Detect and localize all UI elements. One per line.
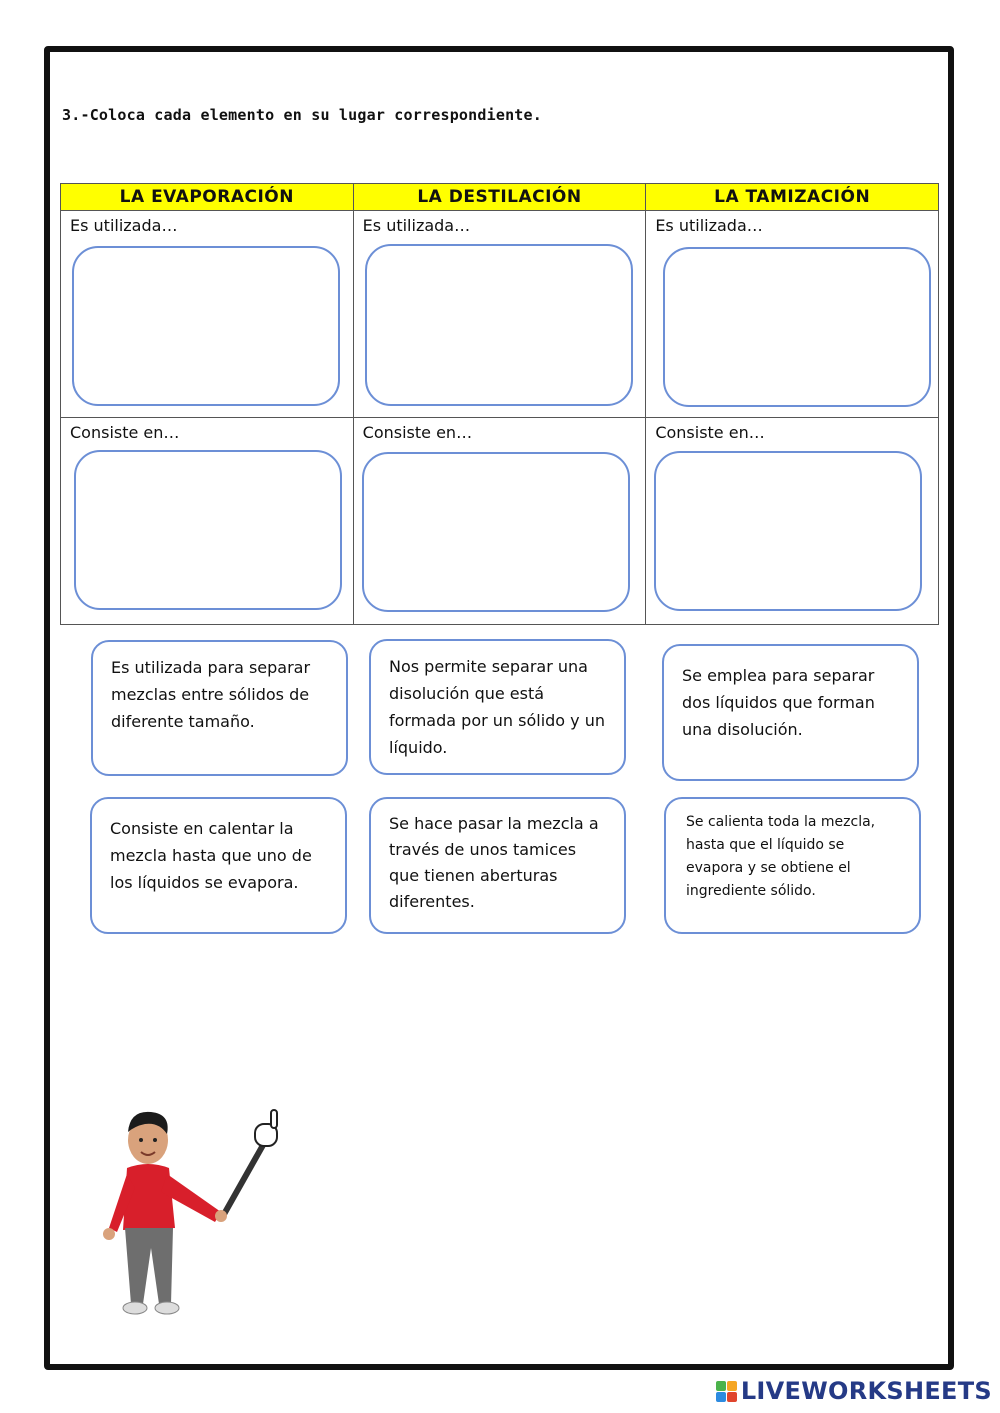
drop-zone-tamizacion-definicion[interactable] xyxy=(654,451,922,611)
pointing-glove-icon xyxy=(255,1110,277,1146)
draggable-card[interactable]: Se hace pasar la mezcla a través de unos tamices que tienen aberturas diferentes. xyxy=(369,797,626,934)
liveworksheets-logo xyxy=(716,1377,992,1405)
cell-label: Es utilizada… xyxy=(655,216,763,235)
cell-tamizacion-definicion xyxy=(646,418,939,625)
cell-label: Es utilizada… xyxy=(70,216,178,235)
draggable-card[interactable]: Se emplea para separar dos líquidos que forman una disolución. xyxy=(662,644,919,781)
drop-zone-tamizacion-uso[interactable] xyxy=(663,247,931,407)
draggable-card[interactable]: Es utilizada para separar mezclas entre sólidos de diferente tamaño. xyxy=(91,640,348,776)
column-header-evaporacion: LA EVAPORACIÓN xyxy=(61,184,354,211)
column-header-destilacion: LA DESTILACIÓN xyxy=(353,184,646,211)
drop-zone-evaporacion-definicion[interactable] xyxy=(74,450,342,610)
cell-label: Consiste en… xyxy=(362,423,473,442)
cell-evaporacion-definicion xyxy=(61,418,354,625)
classification-table xyxy=(60,183,939,625)
cell-destilacion-uso xyxy=(353,211,646,418)
cell-label: Consiste en… xyxy=(70,423,180,442)
cell-evaporacion-uso xyxy=(61,211,354,418)
cell-label: Consiste en… xyxy=(655,423,765,442)
draggable-card[interactable]: Consiste en calentar la mezcla hasta que uno de los líquidos se evapora. xyxy=(90,797,347,934)
draggable-card[interactable]: Se calienta toda la mezcla, hasta que el líquido se evapora y se obtiene el ingrediente sólido. xyxy=(664,797,921,934)
drop-zone-destilacion-definicion[interactable] xyxy=(362,452,630,612)
drop-zone-evaporacion-uso[interactable] xyxy=(72,246,340,406)
cell-label: Es utilizada… xyxy=(362,216,471,235)
cell-destilacion-definicion xyxy=(353,418,646,625)
teacher-pointing-illustration xyxy=(95,1108,295,1323)
cell-tamizacion-uso xyxy=(646,211,939,418)
drop-zone-destilacion-uso[interactable] xyxy=(365,244,633,406)
brand-text: LIVEWORKSHEETS xyxy=(740,1377,992,1405)
draggable-card[interactable]: Nos permite separar una disolución que está formada por un sólido y un líquido. xyxy=(369,639,626,775)
liveworksheets-logo-icon xyxy=(716,1381,737,1402)
column-header-tamizacion: LA TAMIZACIÓN xyxy=(646,184,939,211)
instruction-text: 3.-Coloca cada elemento en su lugar correspondiente. xyxy=(62,106,542,124)
